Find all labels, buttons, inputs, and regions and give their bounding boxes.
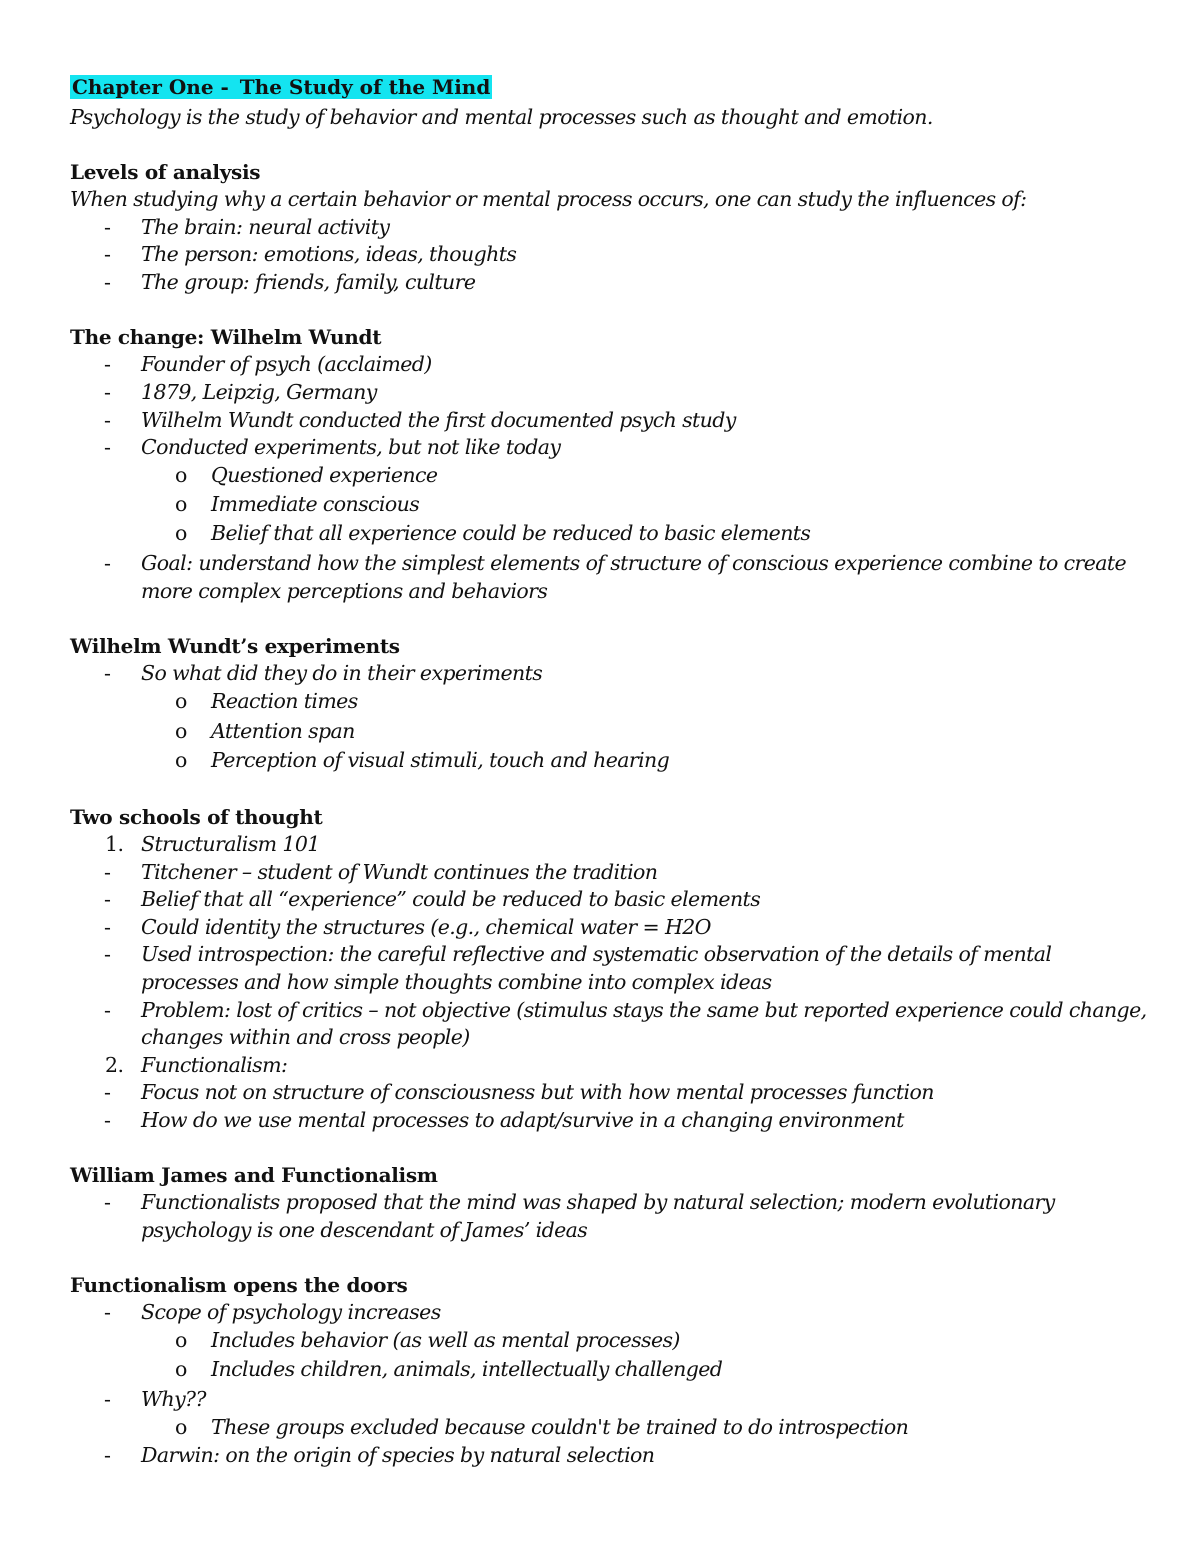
list-item: - 1879, Leipzig, Germany	[104, 380, 377, 404]
list-item: - Focus not on structure of consciousness but with how mental processes function	[104, 1080, 934, 1104]
list-item-continuation: more complex perceptions and behaviors	[141, 579, 548, 603]
numbered-item: 2. Functionalism:	[105, 1053, 288, 1077]
list-item: - The group: friends, family, culture	[104, 270, 476, 294]
list-item: - Goal: understand how the simplest elements of structure of conscious experience combine to create	[104, 551, 1127, 575]
section-heading-doors: Functionalism opens the doors	[70, 1273, 408, 1297]
section-heading-james: William James and Functionalism	[70, 1163, 438, 1187]
list-item: - The brain: neural activity	[104, 215, 390, 239]
list-item: - Conducted experiments, but not like today	[104, 435, 561, 459]
list-item: - So what did they do in their experiments	[104, 661, 543, 685]
sub-list-item: o These groups excluded because couldn't be trained to do introspection	[175, 1415, 909, 1439]
list-item: - The person: emotions, ideas, thoughts	[104, 242, 517, 266]
sub-list-item: o Reaction times	[175, 689, 358, 713]
sub-list-item: o Immediate conscious	[175, 492, 420, 516]
sub-list-item: o Perception of visual stimuli, touch and hearing	[175, 748, 670, 772]
section-heading-levels: Levels of analysis	[70, 160, 261, 184]
list-item-continuation: processes and how simple thoughts combine into complex ideas	[141, 970, 772, 994]
sub-list-item: o Includes children, animals, intellectually challenged	[175, 1357, 723, 1381]
numbered-item: 1. Structuralism 101	[105, 832, 320, 856]
list-item-continuation: psychology is one descendant of James’ ideas	[141, 1218, 588, 1242]
sub-list-item: o Belief that all experience could be reduced to basic elements	[175, 521, 811, 545]
list-item-continuation: changes within and cross people)	[141, 1025, 470, 1049]
list-item: - How do we use mental processes to adapt/survive in a changing environment	[104, 1108, 904, 1132]
list-item: - Functionalists proposed that the mind was shaped by natural selection; modern evolutionary	[104, 1190, 1055, 1214]
list-item: - Used introspection: the careful reflective and systematic observation of the details of mental	[104, 942, 1052, 966]
list-item: - Titchener – student of Wundt continues the tradition	[104, 860, 658, 884]
sub-list-item: o Attention span	[175, 719, 355, 743]
list-item: - Founder of psych (acclaimed)	[104, 352, 432, 376]
sub-list-item: o Includes behavior (as well as mental processes)	[175, 1328, 680, 1352]
list-item: - Scope of psychology increases	[104, 1300, 441, 1324]
title-part-1: Chapter One -	[72, 75, 236, 99]
intro-text: Psychology is the study of behavior and mental processes such as thought and emotion.	[70, 105, 933, 129]
list-item: - Wilhelm Wundt conducted the first documented psych study	[104, 408, 736, 432]
section-heading-schools: Two schools of thought	[70, 805, 323, 829]
list-item: - Could identity the structures (e.g., chemical water = H2O	[104, 915, 711, 939]
page-title	[70, 73, 492, 101]
sub-list-item: o Questioned experience	[175, 463, 438, 487]
list-item: - Belief that all “experience” could be reduced to basic elements	[104, 887, 761, 911]
levels-lead: When studying why a certain behavior or mental process occurs, one can study the influences of:	[70, 187, 1027, 211]
section-heading-wundt: The change: Wilhelm Wundt	[70, 325, 382, 349]
section-heading-experiments: Wilhelm Wundt’s experiments	[70, 634, 400, 658]
list-item: - Problem: lost of critics – not objective (stimulus stays the same but reported experience could change,	[104, 998, 1147, 1022]
list-item: - Why??	[104, 1387, 206, 1411]
list-item: - Darwin: on the origin of species by natural selection	[104, 1443, 655, 1467]
title-part-2: The Study of the Mind	[239, 75, 491, 99]
